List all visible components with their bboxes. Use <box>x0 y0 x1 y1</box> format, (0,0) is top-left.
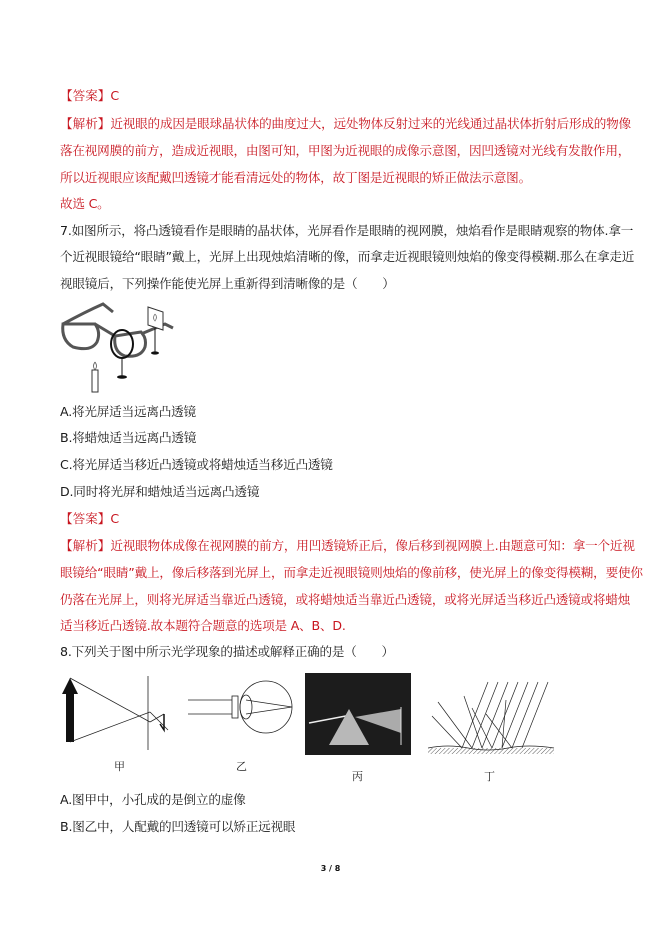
q7-stem-line-3: 视眼镜后，下列操作能使光屏上重新得到清晰像的是（ ） <box>60 276 395 291</box>
q7-stem-line-2: 个近视眼镜给“眼睛”戴上，光屏上出现烛焰清晰的像，而拿走近视眼镜则烛焰的像变得模糊.那么在拿走近 <box>60 249 635 264</box>
q7-option-b: B.将蜡烛适当远离凸透镜 <box>60 430 197 445</box>
analysis-text: 近视眼的成因是眼球晶状体的曲度过大，远处物体反射过来的光线通过晶状体折射后形成的物像 <box>110 116 631 131</box>
caption-yi: 乙 <box>236 760 247 773</box>
q8-stem: 8.下列关于图中所示光学现象的描述或解释正确的是（ ） <box>60 644 394 659</box>
q7-answer-line <box>60 511 119 527</box>
concave-lens-icon <box>232 696 238 718</box>
q6-analysis-line-1 <box>60 116 631 132</box>
q6-conclusion: 故选 C。 <box>60 196 110 211</box>
analysis-text: 近视眼物体成像在视网膜的前方，用凹透镜矫正后，像后移到视网膜上.由题意可知：拿一个近视 <box>110 538 635 553</box>
candle-icon <box>92 362 98 392</box>
q6-analysis-line-3: 所以近视眼应该配戴凹透镜才能看清远处的物体，故丁图是近视眼的矫正做法示意图。 <box>60 170 531 185</box>
q7-figure <box>55 292 185 397</box>
q7-option-d: D.同时将光屏和蜡烛适当远离凸透镜 <box>60 484 260 499</box>
answer-value: C <box>110 88 119 103</box>
page-number: 3 / 8 <box>320 864 341 873</box>
eyeball-icon <box>240 681 292 733</box>
q8-option-b: B.图乙中，人配戴的凹透镜可以矫正远视眼 <box>60 819 296 834</box>
q7-analysis-line-4: 适当移近凸透镜.故本题符合题意的选项是 A、B、D. <box>60 618 346 633</box>
q7-option-a: A.将光屏适当远离凸透镜 <box>60 404 196 419</box>
caption-jia: 甲 <box>114 760 125 773</box>
caption-bing: 丙 <box>352 770 363 783</box>
q6-analysis-line-2: 落在视网膜的前方，造成近视眼，由图可知，甲图为近视眼的成像示意图，因凹透镜对光线有发散作用， <box>60 143 631 158</box>
q8-figure-jia <box>60 672 170 754</box>
q7-analysis-line-2: 眼镜给“眼睛”戴上，像后移落到光屏上，而拿走近视眼镜则烛焰的像前移，使光屏上的像变得模糊，要使你 <box>60 565 643 580</box>
q8-figure-yi <box>188 674 294 744</box>
q7-analysis-line-3: 仍落在光屏上，则将光屏适当靠近凸透镜，或将蜡烛适当靠近凸透镜，或将光屏适当移近凸透镜或将蜡烛 <box>60 592 631 607</box>
q8-option-a: A.图甲中，小孔成的是倒立的虚像 <box>60 792 246 807</box>
arrow-object-icon <box>62 678 78 742</box>
answer-tag: 【答案】 <box>60 511 111 526</box>
q7-analysis-line-1 <box>60 538 635 554</box>
q7-stem-line-1: 7.如图所示，将凸透镜看作是眼睛的晶状体，光屏看作是眼睛的视网膜，烛焰看作是眼睛观察的物体.拿一 <box>60 223 634 238</box>
q8-figure-bing <box>305 673 411 755</box>
analysis-tag: 【解析】 <box>60 538 111 553</box>
caption-ding: 丁 <box>484 770 495 783</box>
q7-option-c: C.将光屏适当移近凸透镜或将蜡烛适当移近凸透镜 <box>60 457 333 472</box>
analysis-tag: 【解析】 <box>60 116 111 131</box>
q8-figure-ding <box>428 680 558 762</box>
answer-value: C <box>110 511 119 526</box>
answer-tag: 【答案】 <box>60 88 111 103</box>
q6-answer-line <box>60 88 119 104</box>
